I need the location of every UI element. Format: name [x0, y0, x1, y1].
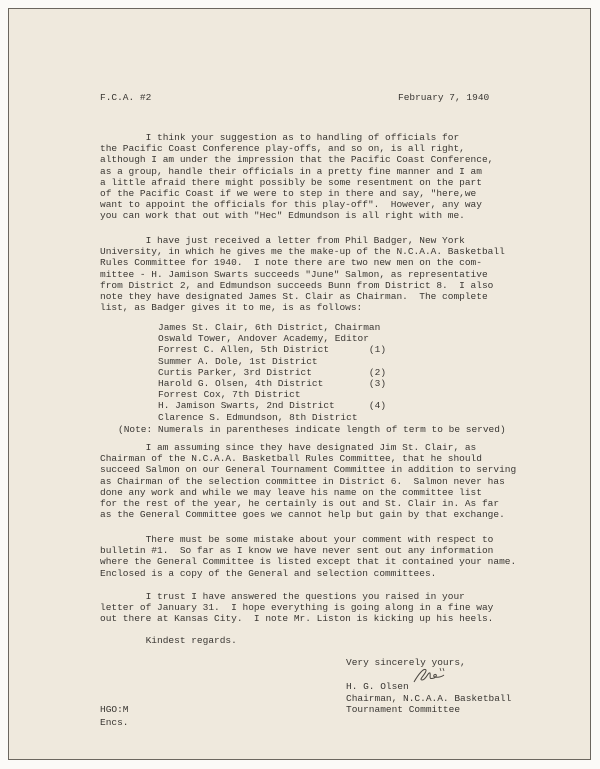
typist-initials: HGO:M — [100, 704, 129, 715]
complimentary-close: Very sincerely yours, — [346, 657, 466, 668]
signer-title-2: Tournament Committee — [346, 704, 461, 715]
text-line: list, as Badger gives it to me, is as follows: — [100, 302, 363, 314]
text-line: Chairman of the N.C.A.A. Basketball Rules Committee, that he should — [100, 453, 482, 465]
text-line: for the rest of the year, he certainly is out and St. Clair in. As far — [100, 497, 500, 509]
committee-list — [158, 322, 386, 423]
closing-regards: Kindest regards. — [100, 635, 237, 646]
text-line: as the General Committee goes we cannot help but gain by that exchange. — [100, 509, 505, 521]
text-line: a little afraid there might possibly be some resentment on the part — [100, 176, 482, 188]
text-line: as Chairman of the selection committee in District 6. Salmon never has — [100, 475, 505, 487]
committee-member: Oswald Tower, Andover Academy, Editor — [158, 333, 369, 345]
signer-title-1: Chairman, N.C.A.A. Basketball — [346, 692, 512, 704]
text-line: out there at Kansas City. I note Mr. Liston is kicking up his heels. — [100, 613, 494, 625]
paragraph-officials — [100, 132, 493, 222]
text-line: University, in which he gives me the make-up of the N.C.A.A. Basketball — [100, 246, 505, 258]
text-line: I have just received a letter from Phil Badger, New York — [100, 235, 465, 246]
paragraph-bulletin — [100, 534, 516, 579]
text-line: There must be some mistake about your comment with respect to — [100, 534, 494, 545]
committee-member: James St. Clair, 6th District, Chairman — [158, 322, 381, 333]
committee-member: Forrest Cox, 7th District — [158, 389, 301, 401]
text-line: succeed Salmon on our General Tournament Committee in addition to serving — [100, 464, 517, 476]
text-line: letter of January 31. I hope everything is going along in a fine way — [100, 602, 494, 614]
paragraph-rules-committee — [100, 235, 505, 313]
text-line: you can work that out with "Hec" Edmundson is all right with me. — [100, 210, 465, 222]
text-line: as a group, handle their officials in a pretty fine manner and I am — [100, 165, 482, 177]
handwritten-signature — [410, 664, 450, 684]
text-line: Rules Committee for 1940. I note there are two new men on the com- — [100, 257, 482, 269]
text-line: Enclosed is a copy of the General and selection committees. — [100, 567, 437, 579]
text-line: mittee - H. Jamison Swarts succeeds "June" Salmon, as representative — [100, 268, 488, 280]
enclosures-note: Encs. — [100, 717, 129, 728]
text-line: the Pacific Coast Conference play-offs, and so on, is all right, — [100, 143, 465, 155]
text-line: from District 2, and Edmundson succeeds Bunn from District 8. I also — [100, 279, 494, 291]
text-line: where the General Committee is listed except that it contained your name. — [100, 556, 517, 568]
committee-member: Clarence S. Edmundson, 8th District — [158, 411, 358, 423]
text-line: note they have designated James St. Clair as Chairman. The complete — [100, 290, 488, 302]
text-line: done any work and while we may leave his name on the committee list — [100, 486, 482, 498]
text-line: bulletin #1. So far as I know we have never sent out any information — [100, 545, 494, 557]
list-note: (Note: Numerals in parentheses indicate length of term to be served) — [118, 424, 506, 435]
committee-member: Harold G. Olsen, 4th District (3) — [158, 377, 387, 389]
paragraph-st-clair — [100, 442, 516, 520]
letter-date: February 7, 1940 — [398, 92, 490, 103]
committee-member: Curtis Parker, 3rd District (2) — [158, 366, 387, 378]
text-line: although I am under the impression that the Pacific Coast Conference, — [100, 154, 494, 166]
text-line: I trust I have answered the questions you raised in your — [100, 591, 465, 602]
text-line: I think your suggestion as to handling of officials for — [100, 132, 460, 143]
committee-member: Summer A. Dole, 1st District — [158, 355, 318, 367]
committee-member: Forrest C. Allen, 5th District (1) — [158, 344, 387, 356]
text-line: of the Pacific Coast if we were to step in there and say, "here,we — [100, 187, 477, 199]
signer-name: H. G. Olsen — [346, 681, 409, 692]
text-line: want to appoint the officials for this play-off". However, any way — [100, 199, 482, 211]
text-line: I am assuming since they have designated Jim St. Clair, as — [100, 442, 477, 453]
paragraph-closing — [100, 591, 493, 625]
reference-line: F.C.A. #2 — [100, 92, 152, 103]
committee-member: H. Jamison Swarts, 2nd District (4) — [158, 400, 387, 412]
